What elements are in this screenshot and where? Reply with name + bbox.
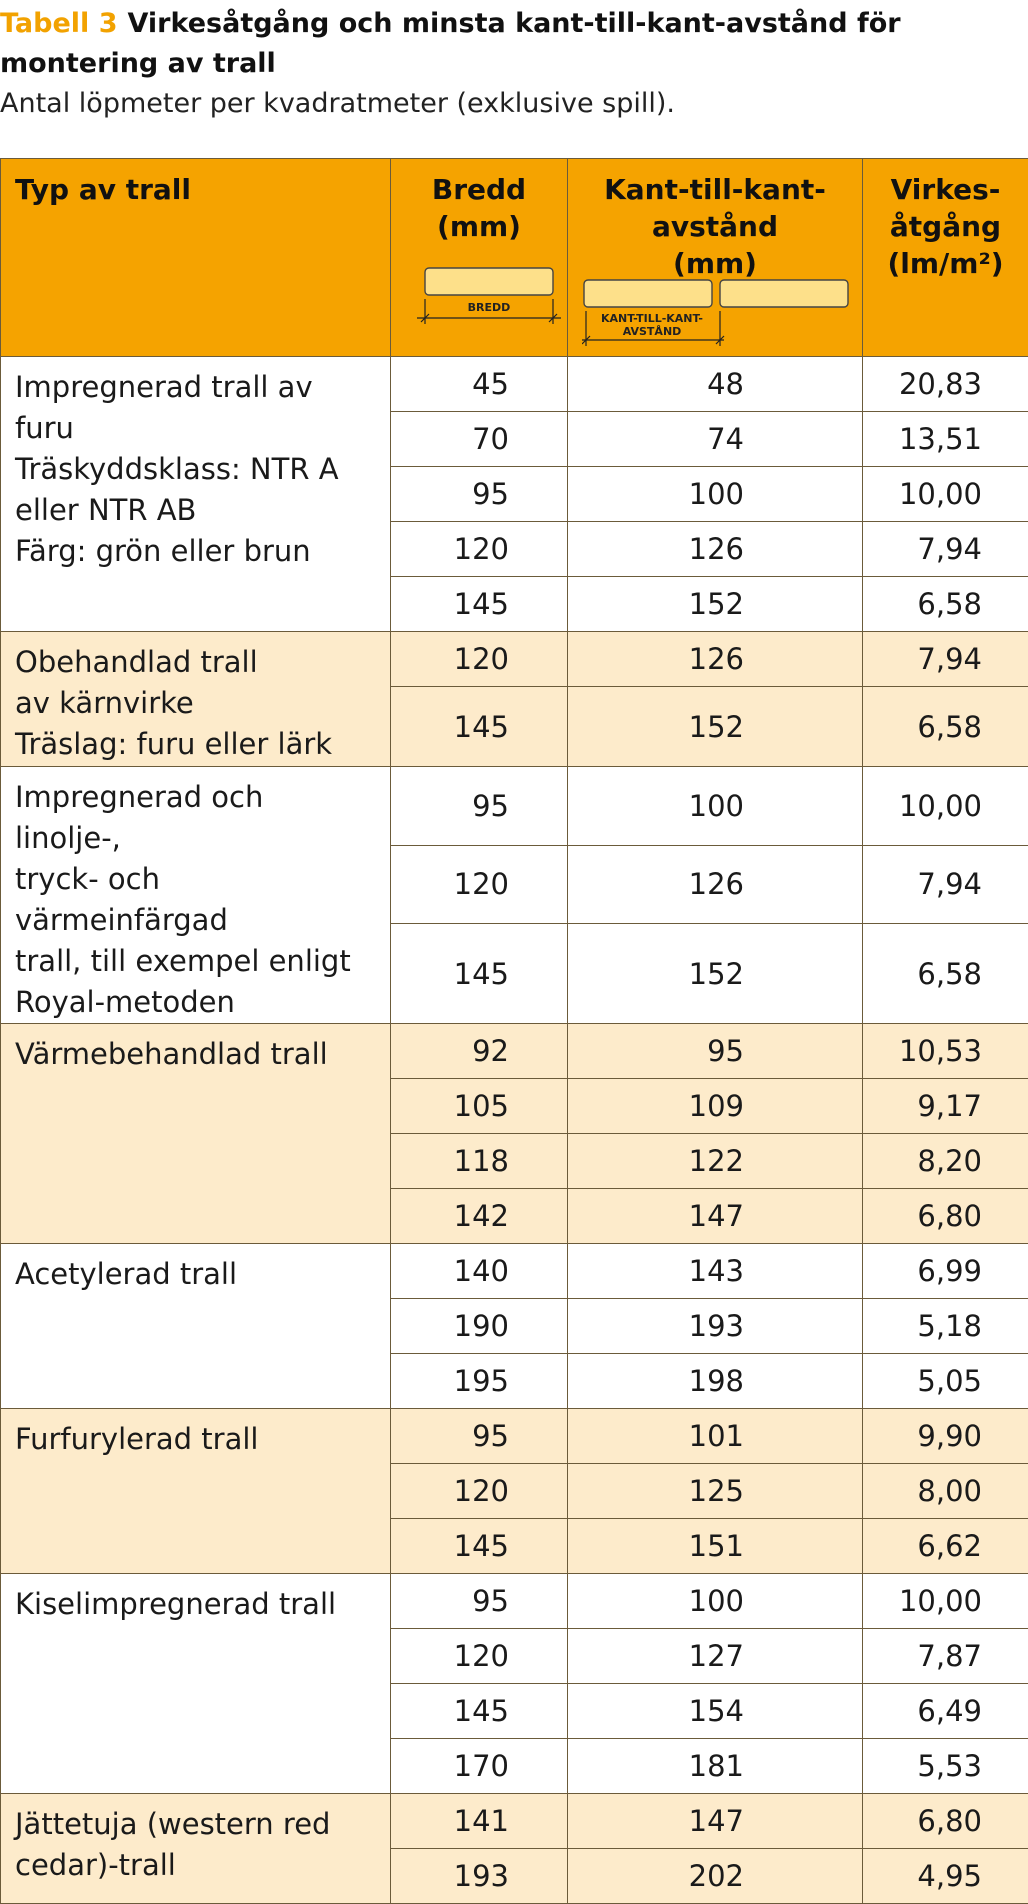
width-cell: 95 bbox=[391, 767, 568, 846]
consumption-cell: 7,87 bbox=[863, 1629, 1028, 1684]
gap-cell: 193 bbox=[568, 1299, 863, 1354]
table-row bbox=[1, 1794, 1028, 1849]
gap-cell: 109 bbox=[568, 1079, 863, 1134]
consumption-cell: 7,94 bbox=[863, 632, 1028, 687]
header-width bbox=[391, 159, 568, 357]
width-cell: 190 bbox=[391, 1299, 568, 1354]
width-cell: 145 bbox=[391, 687, 568, 767]
consumption-cell: 6,80 bbox=[863, 1794, 1028, 1849]
gap-cell: 125 bbox=[568, 1464, 863, 1519]
consumption-cell: 7,94 bbox=[863, 845, 1028, 924]
width-cell: 95 bbox=[391, 1574, 568, 1629]
table-subtitle: Antal löpmeter per kvadratmeter (exklusive spill). bbox=[0, 84, 1028, 124]
header-width-label: Bredd (mm) bbox=[405, 171, 553, 245]
width-cell: 120 bbox=[391, 1629, 568, 1684]
consumption-cell: 6,58 bbox=[863, 687, 1028, 767]
header-row bbox=[1, 159, 1028, 357]
consumption-cell: 9,17 bbox=[863, 1079, 1028, 1134]
width-cell: 120 bbox=[391, 845, 568, 924]
table-row bbox=[1, 1409, 1028, 1464]
table-title-line-2: montering av trall bbox=[0, 44, 1028, 84]
width-cell: 45 bbox=[391, 357, 568, 412]
width-cell: 170 bbox=[391, 1739, 568, 1794]
width-cell: 95 bbox=[391, 1409, 568, 1464]
type-cell: Jättetuja (western red cedar)-trall bbox=[1, 1794, 391, 1904]
width-cell: 105 bbox=[391, 1079, 568, 1134]
header-gap-label: Kant-till-kant- avstånd (mm) bbox=[582, 171, 848, 282]
width-cell: 195 bbox=[391, 1354, 568, 1409]
gap-cell: 95 bbox=[568, 1024, 863, 1079]
type-cell: Kiselimpregnerad trall bbox=[1, 1574, 391, 1794]
width-cell: 141 bbox=[391, 1794, 568, 1849]
gap-cell: 48 bbox=[568, 357, 863, 412]
gap-cell: 101 bbox=[568, 1409, 863, 1464]
consumption-cell: 5,53 bbox=[863, 1739, 1028, 1794]
type-cell: Impregnerad och linolje-, tryck- och värmeinfärgad trall, till exempel enligt Royal-metoden bbox=[1, 767, 391, 1024]
width-diagram bbox=[413, 266, 561, 326]
gap-cell: 181 bbox=[568, 1739, 863, 1794]
gap-diagram bbox=[582, 278, 852, 348]
gap-cell: 152 bbox=[568, 577, 863, 632]
consumption-cell: 4,95 bbox=[863, 1849, 1028, 1904]
table-row bbox=[1, 1574, 1028, 1629]
consumption-cell: 5,05 bbox=[863, 1354, 1028, 1409]
gap-cell: 127 bbox=[568, 1629, 863, 1684]
consumption-cell: 20,83 bbox=[863, 357, 1028, 412]
gap-cell: 100 bbox=[568, 767, 863, 846]
type-cell: Värmebehandlad trall bbox=[1, 1024, 391, 1244]
consumption-cell: 10,00 bbox=[863, 467, 1028, 522]
consumption-cell: 6,49 bbox=[863, 1684, 1028, 1739]
width-cell: 120 bbox=[391, 1464, 568, 1519]
width-cell: 142 bbox=[391, 1189, 568, 1244]
consumption-cell: 13,51 bbox=[863, 412, 1028, 467]
gap-cell: 126 bbox=[568, 632, 863, 687]
consumption-cell: 9,90 bbox=[863, 1409, 1028, 1464]
table-row bbox=[1, 1244, 1028, 1299]
board-shape-left bbox=[584, 280, 712, 307]
gap-cell: 147 bbox=[568, 1189, 863, 1244]
decking-table bbox=[0, 158, 1028, 1904]
header-consumption bbox=[863, 159, 1028, 357]
gap-cell: 143 bbox=[568, 1244, 863, 1299]
gap-cell: 154 bbox=[568, 1684, 863, 1739]
title-block bbox=[0, 4, 1028, 124]
consumption-cell: 10,53 bbox=[863, 1024, 1028, 1079]
width-cell: 145 bbox=[391, 1519, 568, 1574]
width-cell: 120 bbox=[391, 522, 568, 577]
consumption-cell: 10,00 bbox=[863, 1574, 1028, 1629]
width-cell: 95 bbox=[391, 467, 568, 522]
consumption-cell: 10,00 bbox=[863, 767, 1028, 846]
width-cell: 70 bbox=[391, 412, 568, 467]
type-cell: Acetylerad trall bbox=[1, 1244, 391, 1409]
gap-cell: 151 bbox=[568, 1519, 863, 1574]
consumption-cell: 6,80 bbox=[863, 1189, 1028, 1244]
consumption-cell: 6,58 bbox=[863, 924, 1028, 1024]
gap-cell: 100 bbox=[568, 1574, 863, 1629]
gap-cell: 126 bbox=[568, 845, 863, 924]
type-cell: Impregnerad trall av furu Träskyddsklass: NTR A eller NTR AB Färg: grön eller brun bbox=[1, 357, 391, 632]
consumption-cell: 6,58 bbox=[863, 577, 1028, 632]
type-cell: Furfurylerad trall bbox=[1, 1409, 391, 1574]
diagram-gap-label-1: KANT-TILL-KANT- bbox=[601, 312, 703, 325]
width-cell: 92 bbox=[391, 1024, 568, 1079]
consumption-cell: 8,20 bbox=[863, 1134, 1028, 1189]
header-type-label: Typ av trall bbox=[15, 171, 376, 208]
gap-cell: 198 bbox=[568, 1354, 863, 1409]
diagram-width-label: BREDD bbox=[468, 301, 511, 314]
gap-cell: 74 bbox=[568, 412, 863, 467]
width-cell: 145 bbox=[391, 1684, 568, 1739]
width-cell: 193 bbox=[391, 1849, 568, 1904]
gap-cell: 126 bbox=[568, 522, 863, 577]
width-cell: 145 bbox=[391, 924, 568, 1024]
table-row bbox=[1, 1024, 1028, 1079]
table-title-line-1 bbox=[0, 4, 1028, 44]
board-shape-right bbox=[720, 280, 848, 307]
gap-cell: 202 bbox=[568, 1849, 863, 1904]
table-row bbox=[1, 357, 1028, 412]
consumption-cell: 7,94 bbox=[863, 522, 1028, 577]
table-title: Virkesåtgång och minsta kant-till-kant-avstånd för bbox=[128, 8, 901, 39]
width-cell: 145 bbox=[391, 577, 568, 632]
width-cell: 120 bbox=[391, 632, 568, 687]
header-consumption-label: Virkes- åtgång (lm/m²) bbox=[877, 171, 1014, 282]
header-type bbox=[1, 159, 391, 357]
type-cell: Obehandlad trall av kärnvirke Träslag: furu eller lärk bbox=[1, 632, 391, 767]
gap-cell: 152 bbox=[568, 687, 863, 767]
width-cell: 140 bbox=[391, 1244, 568, 1299]
width-cell: 118 bbox=[391, 1134, 568, 1189]
diagram-gap-label-2: AVSTÅND bbox=[623, 325, 682, 338]
table-row bbox=[1, 767, 1028, 846]
table-number: Tabell 3 bbox=[0, 8, 118, 39]
consumption-cell: 8,00 bbox=[863, 1464, 1028, 1519]
gap-cell: 100 bbox=[568, 467, 863, 522]
table-row bbox=[1, 632, 1028, 687]
gap-cell: 147 bbox=[568, 1794, 863, 1849]
board-shape bbox=[425, 268, 553, 295]
table-body bbox=[1, 357, 1028, 1904]
consumption-cell: 6,62 bbox=[863, 1519, 1028, 1574]
gap-cell: 152 bbox=[568, 924, 863, 1024]
gap-cell: 122 bbox=[568, 1134, 863, 1189]
consumption-cell: 6,99 bbox=[863, 1244, 1028, 1299]
consumption-cell: 5,18 bbox=[863, 1299, 1028, 1354]
header-gap bbox=[568, 159, 863, 357]
